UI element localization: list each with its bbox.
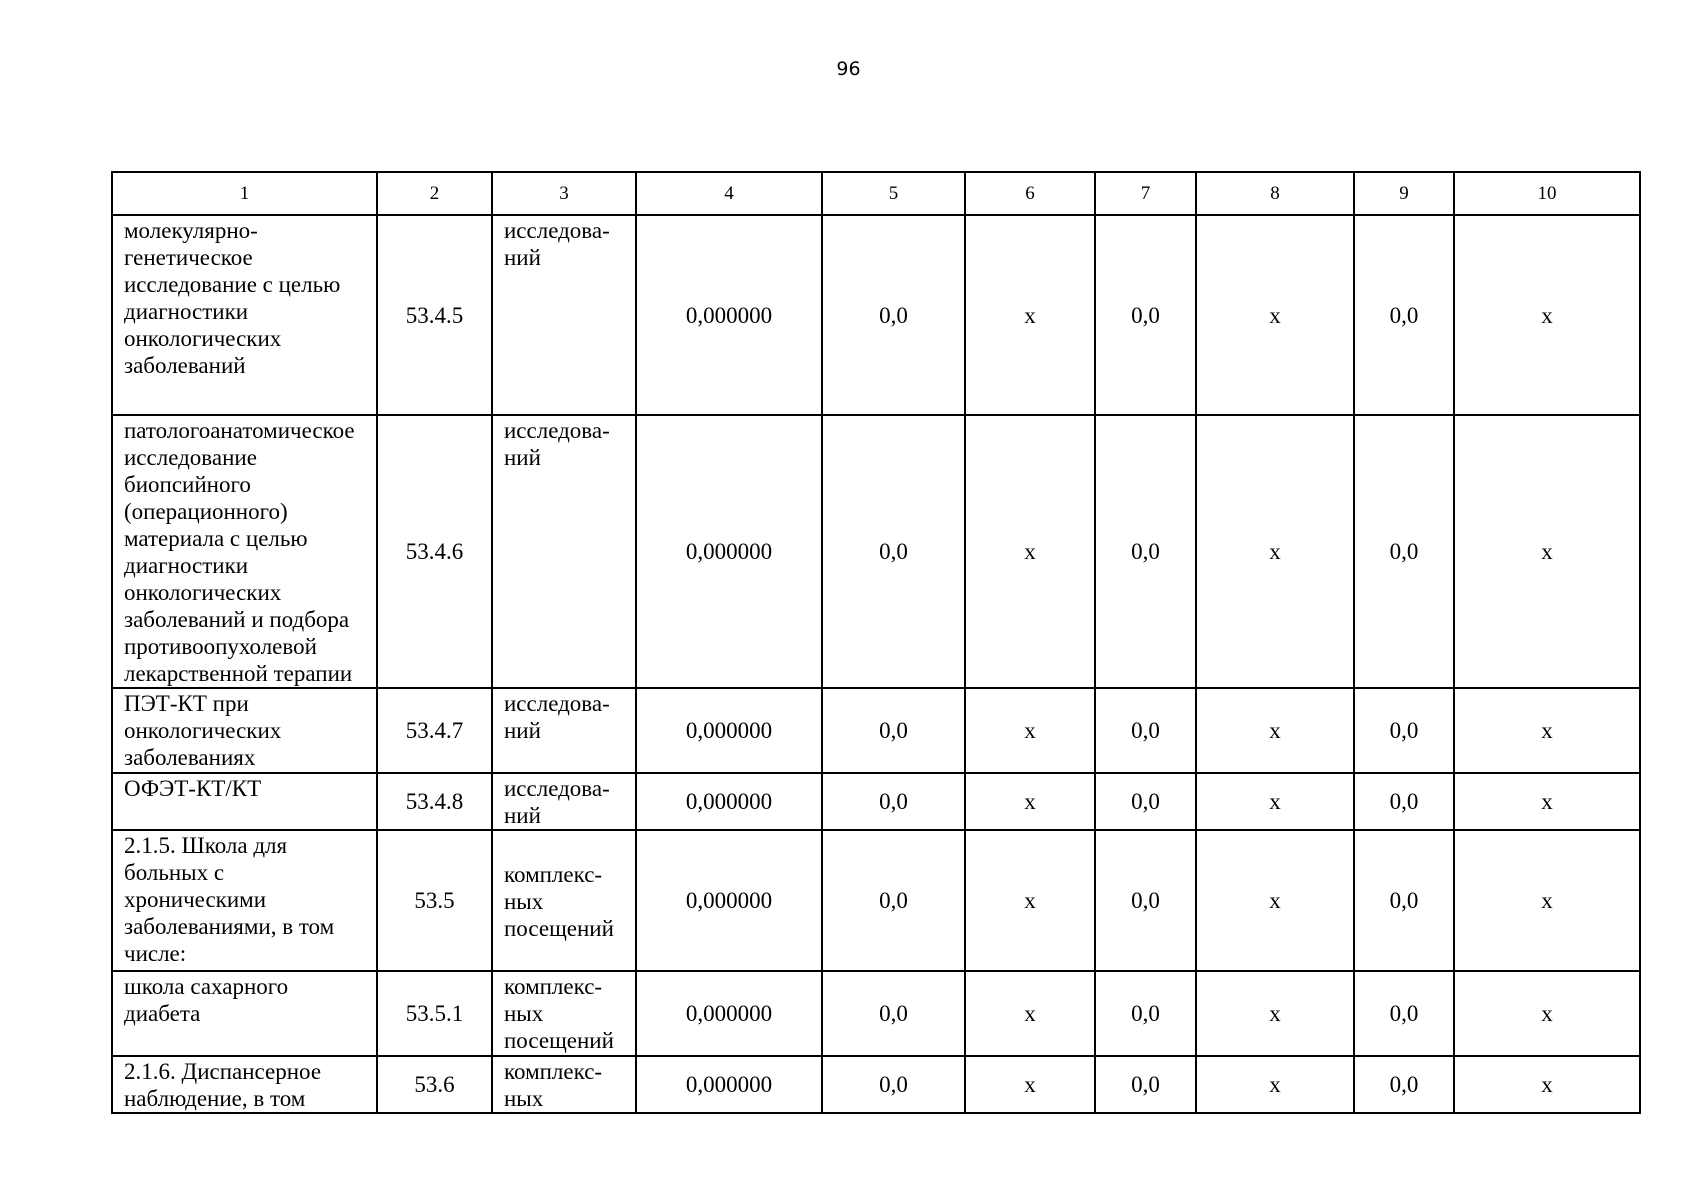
row-name-cell: ОФЭТ-КТ/КТ <box>112 773 377 830</box>
table-row <box>112 215 1640 415</box>
row-value-cell: х <box>1196 830 1354 971</box>
row-value-cell: х <box>1196 971 1354 1056</box>
row-code-cell: 53.5 <box>377 830 492 971</box>
row-value-cell: 0,0 <box>1354 971 1454 1056</box>
column-header: 5 <box>822 172 965 215</box>
row-value-cell: 0,0 <box>1354 830 1454 971</box>
row-value-cell: х <box>965 971 1095 1056</box>
row-value-cell: х <box>1196 415 1354 688</box>
row-value-cell: х <box>1454 971 1640 1056</box>
row-code-cell: 53.4.8 <box>377 773 492 830</box>
row-unit-cell: комплекс- ных <box>492 1056 636 1113</box>
row-value-cell: 0,0 <box>1354 415 1454 688</box>
row-name-cell: школа сахарного диабета <box>112 971 377 1056</box>
header-row <box>112 172 1640 215</box>
row-name-cell: патологоанатомическое исследование биопсийного (операционного) материала с целью диагностики онкологических заболеваний и подбора противоопухолевой лекарственной терапии <box>112 415 377 688</box>
row-value-cell: х <box>1196 688 1354 773</box>
page-number: 96 <box>836 58 861 80</box>
row-value-cell: 0,000000 <box>636 415 822 688</box>
table-row <box>112 971 1640 1056</box>
row-unit-cell: комплекс- ных посещений <box>492 830 636 971</box>
row-code-cell: 53.4.7 <box>377 688 492 773</box>
row-value-cell: х <box>965 415 1095 688</box>
column-header: 3 <box>492 172 636 215</box>
row-value-cell: х <box>1454 415 1640 688</box>
row-value-cell: х <box>1454 1056 1640 1113</box>
row-value-cell: 0,000000 <box>636 830 822 971</box>
row-value-cell: 0,0 <box>822 688 965 773</box>
row-name-cell: 2.1.5. Школа для больных с хроническими заболеваниями, в том числе: <box>112 830 377 971</box>
column-header: 8 <box>1196 172 1354 215</box>
row-value-cell: х <box>965 215 1095 415</box>
row-value-cell: 0,000000 <box>636 971 822 1056</box>
row-value-cell: х <box>965 1056 1095 1113</box>
row-value-cell: 0,0 <box>1095 1056 1196 1113</box>
row-unit-cell: комплекс- ных посещений <box>492 971 636 1056</box>
row-value-cell: х <box>1196 1056 1354 1113</box>
table-body <box>112 215 1640 1113</box>
data-table <box>111 171 1641 1114</box>
column-header: 9 <box>1354 172 1454 215</box>
row-value-cell: 0,0 <box>1354 215 1454 415</box>
row-value-cell: 0,0 <box>1095 415 1196 688</box>
row-value-cell: 0,0 <box>822 1056 965 1113</box>
row-value-cell: 0,000000 <box>636 688 822 773</box>
row-value-cell: 0,0 <box>822 415 965 688</box>
column-header: 6 <box>965 172 1095 215</box>
row-unit-cell: исследова- ний <box>492 688 636 773</box>
row-value-cell: 0,0 <box>822 773 965 830</box>
table-row <box>112 1056 1640 1113</box>
row-value-cell: х <box>965 830 1095 971</box>
table-row <box>112 830 1640 971</box>
column-header: 7 <box>1095 172 1196 215</box>
table-row <box>112 415 1640 688</box>
row-unit-cell: исследова- ний <box>492 773 636 830</box>
row-value-cell: 0,0 <box>1095 688 1196 773</box>
row-name-cell: 2.1.6. Диспансерное наблюдение, в том <box>112 1056 377 1113</box>
row-value-cell: 0,0 <box>1354 1056 1454 1113</box>
row-value-cell: 0,0 <box>1095 773 1196 830</box>
table-row <box>112 773 1640 830</box>
row-value-cell: 0,0 <box>822 215 965 415</box>
row-name-cell: молекулярно- генетическое исследование с целью диагностики онкологических заболеваний <box>112 215 377 415</box>
row-unit-cell: исследова- ний <box>492 415 636 688</box>
row-value-cell: 0,0 <box>1095 830 1196 971</box>
row-value-cell: х <box>1454 688 1640 773</box>
row-code-cell: 53.6 <box>377 1056 492 1113</box>
row-value-cell: х <box>965 773 1095 830</box>
row-value-cell: х <box>1196 215 1354 415</box>
row-value-cell: х <box>1454 215 1640 415</box>
column-header: 10 <box>1454 172 1640 215</box>
row-value-cell: 0,000000 <box>636 215 822 415</box>
row-value-cell: 0,0 <box>1095 215 1196 415</box>
table-row <box>112 688 1640 773</box>
column-header: 4 <box>636 172 822 215</box>
row-value-cell: 0,000000 <box>636 1056 822 1113</box>
column-header: 2 <box>377 172 492 215</box>
row-value-cell: х <box>1196 773 1354 830</box>
row-code-cell: 53.4.6 <box>377 415 492 688</box>
row-value-cell: 0,0 <box>1095 971 1196 1056</box>
row-value-cell: 0,0 <box>1354 773 1454 830</box>
row-code-cell: 53.4.5 <box>377 215 492 415</box>
row-code-cell: 53.5.1 <box>377 971 492 1056</box>
row-value-cell: 0,0 <box>822 830 965 971</box>
row-value-cell: х <box>1454 830 1640 971</box>
row-name-cell: ПЭТ-КТ при онкологических заболеваниях <box>112 688 377 773</box>
row-value-cell: 0,000000 <box>636 773 822 830</box>
row-value-cell: х <box>965 688 1095 773</box>
row-value-cell: х <box>1454 773 1640 830</box>
row-value-cell: 0,0 <box>1354 688 1454 773</box>
row-unit-cell: исследова- ний <box>492 215 636 415</box>
column-header: 1 <box>112 172 377 215</box>
row-value-cell: 0,0 <box>822 971 965 1056</box>
